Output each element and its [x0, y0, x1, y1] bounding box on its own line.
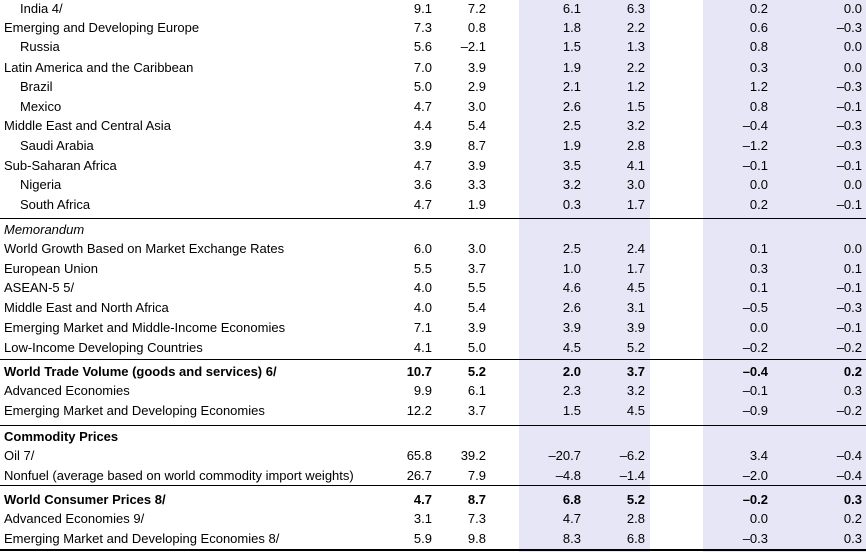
value-cell: 0.1 — [749, 241, 768, 256]
row-label: Nigeria — [20, 177, 62, 192]
table-row — [0, 239, 866, 258]
value-cell: 3.7 — [467, 261, 486, 276]
value-cell: 3.0 — [467, 99, 486, 114]
row-label: Emerging and Developing Europe — [4, 20, 200, 35]
value-cell: 0.2 — [749, 1, 768, 16]
value-cell: 1.9 — [562, 138, 581, 153]
value-cell: 1.7 — [626, 261, 645, 276]
row-label: Advanced Economies 9/ — [4, 511, 145, 526]
value-cell: 4.5 — [562, 340, 581, 355]
row-label: Brazil — [20, 79, 53, 94]
value-cell: –0.2 — [742, 492, 768, 507]
value-cell: 5.0 — [413, 79, 432, 94]
table-row — [0, 37, 866, 56]
value-cell: 6.3 — [626, 1, 645, 16]
value-cell: –1.4 — [619, 468, 645, 483]
row-label: Mexico — [20, 99, 62, 114]
value-cell: 12.2 — [406, 403, 432, 418]
value-cell: 65.8 — [406, 448, 432, 463]
row-label: Russia — [20, 39, 60, 54]
value-cell: 1.0 — [562, 261, 581, 276]
row-label: Nonfuel (average based on world commodity import weights) — [4, 468, 354, 483]
value-cell: –0.3 — [836, 79, 862, 94]
table-row — [0, 0, 866, 18]
table-row — [0, 175, 866, 194]
value-cell: –0.1 — [836, 280, 862, 295]
table-row — [0, 116, 866, 135]
value-cell: 4.4 — [413, 118, 432, 133]
row-label: Memorandum — [4, 222, 85, 237]
value-cell: 0.2 — [843, 364, 862, 379]
row-label: European Union — [4, 261, 98, 276]
value-cell: –0.2 — [836, 340, 862, 355]
value-cell: 6.1 — [562, 1, 581, 16]
value-cell: 0.2 — [749, 197, 768, 212]
table-row — [0, 136, 866, 155]
value-cell: 7.3 — [413, 20, 432, 35]
table-row — [0, 529, 866, 548]
value-cell: –0.3 — [836, 300, 862, 315]
value-cell: 3.0 — [467, 241, 486, 256]
value-cell: 5.6 — [413, 39, 432, 54]
value-cell: 1.2 — [626, 79, 645, 94]
value-cell: 8.7 — [467, 492, 486, 507]
value-cell: 2.5 — [562, 118, 581, 133]
table-row — [0, 338, 866, 357]
row-label: Sub-Saharan Africa — [4, 158, 117, 173]
value-cell: 9.1 — [413, 1, 432, 16]
table-row — [0, 18, 866, 37]
value-cell: 1.8 — [562, 20, 581, 35]
table-bottom-rule — [0, 549, 866, 551]
value-cell: –0.3 — [836, 138, 862, 153]
value-cell: –2.1 — [460, 39, 486, 54]
divider-line — [0, 485, 866, 486]
value-cell: 4.7 — [413, 197, 432, 212]
value-cell: 0.3 — [749, 60, 768, 75]
divider-line — [0, 218, 866, 219]
value-cell: –0.9 — [742, 403, 768, 418]
value-cell: –0.1 — [836, 158, 862, 173]
value-cell: 0.3 — [749, 261, 768, 276]
value-cell: –2.0 — [742, 468, 768, 483]
value-cell: 3.3 — [467, 177, 486, 192]
value-cell: –0.1 — [836, 320, 862, 335]
value-cell: 7.9 — [467, 468, 486, 483]
row-label: ASEAN-5 5/ — [4, 280, 75, 295]
value-cell: 1.2 — [749, 79, 768, 94]
value-cell: 2.9 — [467, 79, 486, 94]
value-cell: 2.2 — [626, 60, 645, 75]
value-cell: 3.7 — [626, 364, 645, 379]
value-cell: 4.1 — [626, 158, 645, 173]
row-label: World Growth Based on Market Exchange Rates — [4, 241, 285, 256]
row-label: Middle East and North Africa — [4, 300, 169, 315]
value-cell: 4.0 — [413, 300, 432, 315]
value-cell: 7.3 — [467, 511, 486, 526]
value-cell: 3.2 — [626, 118, 645, 133]
value-cell: 2.5 — [562, 241, 581, 256]
value-cell: 2.8 — [626, 138, 645, 153]
value-cell: 0.0 — [749, 320, 768, 335]
value-cell: 7.1 — [413, 320, 432, 335]
value-cell: 5.5 — [413, 261, 432, 276]
value-cell: 1.5 — [562, 39, 581, 54]
value-cell: 2.1 — [562, 79, 581, 94]
value-cell: 3.9 — [413, 138, 432, 153]
row-label: Middle East and Central Asia — [4, 118, 171, 133]
value-cell: 0.6 — [749, 20, 768, 35]
value-cell: 10.7 — [406, 364, 432, 379]
divider-line — [0, 425, 866, 426]
value-cell: –20.7 — [548, 448, 581, 463]
table-row — [0, 362, 866, 381]
value-cell: 0.3 — [843, 383, 862, 398]
divider-line — [0, 359, 866, 360]
value-cell: 0.0 — [749, 511, 768, 526]
value-cell: 4.7 — [413, 99, 432, 114]
table-row — [0, 298, 866, 317]
value-cell: 4.7 — [413, 158, 432, 173]
value-cell: 4.6 — [562, 280, 581, 295]
value-cell: 0.8 — [749, 99, 768, 114]
row-label: World Trade Volume (goods and services) 6/ — [4, 364, 277, 379]
row-label: Oil 7/ — [4, 448, 35, 463]
value-cell: 3.2 — [626, 383, 645, 398]
value-cell: 3.9 — [467, 320, 486, 335]
table-row — [0, 259, 866, 278]
value-cell: –0.5 — [742, 300, 768, 315]
value-cell: 0.2 — [843, 511, 862, 526]
value-cell: 3.1 — [413, 511, 432, 526]
value-cell: 0.0 — [749, 177, 768, 192]
value-cell: 4.5 — [626, 403, 645, 418]
value-cell: –0.1 — [742, 158, 768, 173]
value-cell: 5.2 — [467, 364, 486, 379]
value-cell: –0.2 — [836, 403, 862, 418]
value-cell: 0.0 — [843, 177, 862, 192]
value-cell: –0.3 — [836, 118, 862, 133]
value-cell: 4.7 — [413, 492, 432, 507]
value-cell: 8.3 — [562, 531, 581, 546]
value-cell: –0.1 — [836, 197, 862, 212]
value-cell: –0.1 — [742, 383, 768, 398]
value-cell: 2.0 — [562, 364, 581, 379]
value-cell: 4.0 — [413, 280, 432, 295]
value-cell: 0.3 — [843, 531, 862, 546]
value-cell: 26.7 — [406, 468, 432, 483]
table-row — [0, 58, 866, 77]
value-cell: 5.4 — [467, 118, 486, 133]
value-cell: 3.0 — [626, 177, 645, 192]
table-row — [0, 509, 866, 528]
section-heading — [0, 427, 866, 446]
value-cell: 5.4 — [467, 300, 486, 315]
value-cell: –0.3 — [742, 531, 768, 546]
value-cell: –0.4 — [742, 364, 768, 379]
value-cell: 3.4 — [749, 448, 768, 463]
value-cell: 2.3 — [562, 383, 581, 398]
table-row — [0, 318, 866, 337]
row-label: Latin America and the Caribbean — [4, 60, 194, 75]
row-label: Commodity Prices — [4, 429, 119, 444]
row-label: Saudi Arabia — [20, 138, 94, 153]
row-label: World Consumer Prices 8/ — [4, 492, 166, 507]
value-cell: 0.3 — [562, 197, 581, 212]
value-cell: 0.0 — [843, 241, 862, 256]
value-cell: 39.2 — [460, 448, 486, 463]
table-row — [0, 77, 866, 96]
value-cell: 2.8 — [626, 511, 645, 526]
table-row — [0, 381, 866, 400]
value-cell: –0.2 — [742, 340, 768, 355]
value-cell: 1.5 — [626, 99, 645, 114]
value-cell: 6.1 — [467, 383, 486, 398]
table-row — [0, 490, 866, 509]
value-cell: 1.7 — [626, 197, 645, 212]
value-cell: 3.9 — [467, 158, 486, 173]
value-cell: 3.7 — [467, 403, 486, 418]
value-cell: 5.5 — [467, 280, 486, 295]
value-cell: 8.7 — [467, 138, 486, 153]
table-row — [0, 195, 866, 214]
value-cell: 6.8 — [626, 531, 645, 546]
value-cell: 2.4 — [626, 241, 645, 256]
value-cell: 5.2 — [626, 340, 645, 355]
row-label: Low-Income Developing Countries — [4, 340, 203, 355]
value-cell: 3.1 — [626, 300, 645, 315]
row-label: Emerging Market and Developing Economies 8/ — [4, 531, 280, 546]
value-cell: 2.6 — [562, 99, 581, 114]
value-cell: 9.8 — [467, 531, 486, 546]
table-row — [0, 401, 866, 420]
row-label: India 4/ — [20, 1, 63, 16]
value-cell: 3.9 — [562, 320, 581, 335]
value-cell: 3.9 — [467, 60, 486, 75]
table-row — [0, 97, 866, 116]
value-cell: 3.9 — [626, 320, 645, 335]
value-cell: 3.5 — [562, 158, 581, 173]
value-cell: 0.0 — [843, 60, 862, 75]
value-cell: 3.2 — [562, 177, 581, 192]
table-row — [0, 156, 866, 175]
value-cell: –0.1 — [836, 99, 862, 114]
row-label: South Africa — [20, 197, 91, 212]
value-cell: 4.5 — [626, 280, 645, 295]
value-cell: 7.2 — [467, 1, 486, 16]
value-cell: 0.0 — [843, 39, 862, 54]
value-cell: 1.9 — [562, 60, 581, 75]
value-cell: 2.2 — [626, 20, 645, 35]
value-cell: 4.7 — [562, 511, 581, 526]
row-label: Emerging Market and Middle-Income Economies — [4, 320, 286, 335]
value-cell: –0.4 — [836, 468, 862, 483]
value-cell: 0.1 — [843, 261, 862, 276]
value-cell: 6.0 — [413, 241, 432, 256]
value-cell: 1.5 — [562, 403, 581, 418]
value-cell: 5.2 — [626, 492, 645, 507]
value-cell: 0.8 — [467, 20, 486, 35]
value-cell: 9.9 — [413, 383, 432, 398]
value-cell: –4.8 — [555, 468, 581, 483]
value-cell: 5.9 — [413, 531, 432, 546]
value-cell: 7.0 — [413, 60, 432, 75]
value-cell: 0.8 — [749, 39, 768, 54]
value-cell: 4.1 — [413, 340, 432, 355]
value-cell: 1.9 — [467, 197, 486, 212]
value-cell: 2.6 — [562, 300, 581, 315]
value-cell: 6.8 — [562, 492, 581, 507]
value-cell: 0.1 — [749, 280, 768, 295]
value-cell: 0.3 — [843, 492, 862, 507]
value-cell: –6.2 — [619, 448, 645, 463]
value-cell: 3.6 — [413, 177, 432, 192]
value-cell: 1.3 — [626, 39, 645, 54]
value-cell: –1.2 — [742, 138, 768, 153]
value-cell: 5.0 — [467, 340, 486, 355]
value-cell: –0.4 — [742, 118, 768, 133]
table-row — [0, 466, 866, 485]
value-cell: –0.3 — [836, 20, 862, 35]
value-cell: 0.0 — [843, 1, 862, 16]
row-label: Emerging Market and Developing Economies — [4, 403, 265, 418]
memorandum-heading — [0, 220, 866, 239]
table-row — [0, 278, 866, 297]
row-label: Advanced Economies — [4, 383, 130, 398]
table-row — [0, 446, 866, 465]
value-cell: –0.4 — [836, 448, 862, 463]
